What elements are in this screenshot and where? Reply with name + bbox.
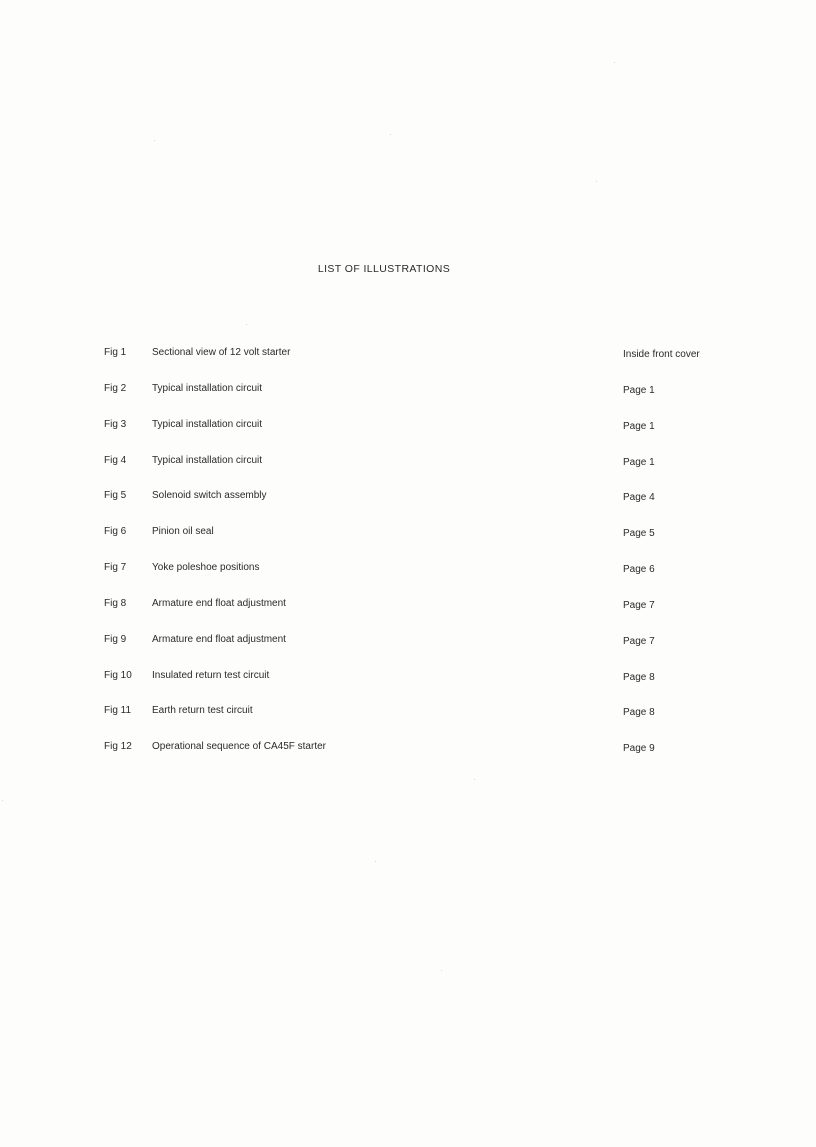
- figure-location: Page 4: [623, 492, 655, 504]
- illustration-row: [0, 596, 816, 632]
- figure-number: Fig 4: [104, 454, 127, 466]
- figure-location: Page 5: [623, 528, 655, 540]
- figure-number: Fig 7: [104, 562, 127, 574]
- figure-location: Page 7: [623, 599, 655, 611]
- page-title: LIST OF ILLUSTRATIONS: [317, 263, 451, 275]
- illustration-row: [0, 417, 816, 453]
- figure-location: Page 1: [623, 420, 655, 432]
- scan-speck: [390, 134, 391, 135]
- figure-number: Fig 6: [104, 526, 127, 538]
- illustration-row: [0, 524, 816, 560]
- figure-number: Fig 10: [104, 669, 132, 681]
- scan-speck: [375, 861, 376, 862]
- figure-location: Page 6: [623, 564, 655, 576]
- illustration-row: [0, 453, 816, 489]
- scan-speck: [596, 181, 597, 182]
- figure-location: Page 8: [623, 707, 655, 719]
- figure-number: Fig 11: [104, 705, 132, 717]
- figure-description: Typical installation circuit: [152, 382, 263, 394]
- figure-description: Typical installation circuit: [152, 454, 263, 466]
- figure-location: Page 8: [623, 671, 655, 683]
- figure-description: Operational sequence of CA45F starter: [152, 741, 326, 753]
- figure-description: Yoke poleshoe positions: [152, 562, 260, 574]
- illustration-row: [0, 668, 816, 704]
- figure-description: Solenoid switch assembly: [152, 490, 267, 502]
- scan-speck: [2, 800, 3, 801]
- scan-speck: [474, 779, 475, 780]
- figure-description: Insulated return test circuit: [152, 669, 270, 681]
- figure-location: Inside front cover: [623, 349, 700, 360]
- figure-description: Typical installation circuit: [152, 418, 263, 430]
- figure-number: Fig 5: [104, 490, 127, 502]
- illustration-row: [0, 488, 816, 524]
- scan-speck: [154, 140, 155, 141]
- figure-number: Fig 3: [104, 418, 127, 430]
- illustration-row: [0, 703, 816, 739]
- figure-location: Page 1: [623, 456, 655, 468]
- figure-location: Page 9: [623, 743, 655, 755]
- illustration-row: [0, 345, 816, 381]
- figure-number: Fig 9: [104, 633, 127, 645]
- illustration-row: [0, 739, 816, 775]
- figure-number: Fig 2: [104, 382, 127, 394]
- figure-number: Fig 8: [104, 597, 127, 609]
- figure-description: Armature end float adjustment: [152, 597, 286, 609]
- illustration-row: [0, 560, 816, 596]
- scan-speck: [246, 324, 247, 325]
- figure-location: Page 7: [623, 635, 655, 647]
- figure-description: Earth return test circuit: [152, 705, 253, 717]
- scan-speck: [441, 970, 442, 971]
- figure-description: Sectional view of 12 volt starter: [152, 347, 291, 358]
- illustration-row: [0, 632, 816, 668]
- figure-description: Armature end float adjustment: [152, 633, 286, 645]
- figure-number: Fig 1: [104, 347, 127, 358]
- figure-number: Fig 12: [104, 741, 132, 753]
- figure-location: Page 1: [623, 384, 655, 396]
- illustrations-list: [0, 345, 816, 775]
- scan-speck: [614, 62, 615, 63]
- illustration-row: [0, 381, 816, 417]
- figure-description: Pinion oil seal: [152, 526, 214, 538]
